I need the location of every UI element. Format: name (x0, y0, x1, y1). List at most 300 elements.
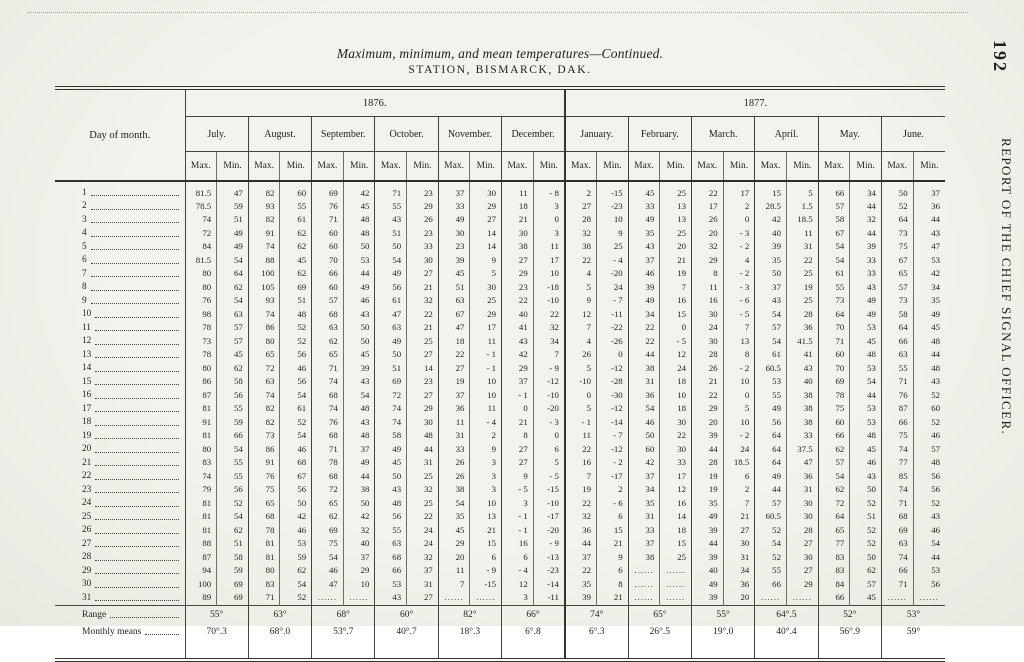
temp-cell: 57 (818, 456, 850, 470)
temp-cell: 33 (407, 240, 439, 254)
temp-cell: 79 (185, 483, 217, 497)
temp-cell: - 9 (533, 537, 565, 551)
temp-cell: 38 (786, 389, 818, 403)
temp-cell: 55 (217, 470, 249, 484)
day-label: 5 (55, 240, 185, 254)
temp-cell: 39 (692, 429, 724, 443)
day-label: 10 (55, 308, 185, 322)
temp-cell: 10 (470, 497, 502, 511)
temp-cell: 2 (470, 429, 502, 443)
temp-cell: 5 (565, 281, 597, 295)
temp-cell: -14 (597, 416, 629, 430)
subheader-min: Min. (913, 152, 945, 182)
temp-cell: 10 (723, 375, 755, 389)
temp-cell: 13 (660, 200, 692, 214)
temp-cell: 67 (818, 227, 850, 241)
temp-cell: 58 (818, 213, 850, 227)
temp-cell: 37 (628, 537, 660, 551)
temp-cell: 61 (280, 402, 312, 416)
temp-cell: -13 (533, 551, 565, 565)
month-header: December. (502, 117, 565, 152)
temp-cell: 69 (217, 578, 249, 592)
temp-cell: 48 (343, 227, 375, 241)
temp-cell: 56 (280, 348, 312, 362)
temp-cell: - 6 (597, 497, 629, 511)
temp-cell: 54 (217, 294, 249, 308)
temp-cell: 31 (438, 429, 470, 443)
temp-cell: 72 (312, 483, 344, 497)
range-cell: 63° (248, 605, 311, 624)
station-subtitle: STATION, BISMARCK, DAK. (408, 64, 592, 76)
day-label: 3 (55, 213, 185, 227)
temp-cell: 43 (502, 335, 534, 349)
temp-cell: 37 (628, 254, 660, 268)
temp-cell: 21 (502, 213, 534, 227)
temp-cell: 19 (660, 267, 692, 281)
temp-cell: 25 (407, 497, 439, 511)
temp-cell: 28 (565, 213, 597, 227)
temp-cell: 30 (660, 443, 692, 457)
temp-cell: 39 (692, 524, 724, 538)
temp-cell: - 1 (502, 524, 534, 538)
temp-cell: 68 (280, 456, 312, 470)
temp-cell: 48 (280, 308, 312, 322)
temp-cell: 54 (280, 578, 312, 592)
month-header: January. (565, 117, 628, 152)
temp-cell: 43 (786, 362, 818, 376)
temp-cell: 74 (248, 389, 280, 403)
temp-cell: 11 (565, 429, 597, 443)
temp-cell: 69 (312, 524, 344, 538)
temp-cell: 53 (755, 375, 787, 389)
subheader-min: Min. (786, 152, 818, 182)
temp-cell: 51 (217, 537, 249, 551)
temp-cell: 0 (533, 213, 565, 227)
temp-cell: 31 (786, 240, 818, 254)
temp-cell: -10 (533, 294, 565, 308)
subheader-min: Min. (470, 152, 502, 182)
temp-cell: 24 (597, 281, 629, 295)
temp-cell: - 2 (723, 429, 755, 443)
year-header: 1877. (565, 88, 945, 117)
temp-cell: 38 (343, 483, 375, 497)
day-label: 9 (55, 294, 185, 308)
temp-cell: 57 (881, 281, 913, 295)
temp-cell: 37 (438, 389, 470, 403)
temp-cell: 0 (723, 389, 755, 403)
temp-cell: -17 (533, 510, 565, 524)
temp-cell: -20 (533, 524, 565, 538)
temp-cell: 54 (217, 254, 249, 268)
temp-cell: 70 (818, 321, 850, 335)
temp-cell: - 1 (502, 389, 534, 403)
temp-cell: 62 (217, 524, 249, 538)
temp-cell: 56 (280, 483, 312, 497)
temp-cell: 55 (818, 281, 850, 295)
temp-cell: 32 (850, 213, 882, 227)
temp-cell: 36 (786, 321, 818, 335)
temp-cell: 86 (248, 443, 280, 457)
temp-cell: 49 (755, 470, 787, 484)
temp-cell: 77 (818, 537, 850, 551)
temp-cell: 71 (881, 578, 913, 592)
temp-cell: 40 (692, 564, 724, 578)
table-row (55, 456, 945, 470)
month-header: November. (438, 117, 501, 152)
range-cell: 66° (502, 605, 565, 624)
temp-cell: 45 (913, 321, 945, 335)
temp-cell: 47 (375, 308, 407, 322)
temp-cell: 33 (628, 200, 660, 214)
temp-cell: 54 (312, 551, 344, 565)
temp-cell: -11 (597, 308, 629, 322)
table-row (55, 591, 945, 605)
temp-cell: 88 (248, 254, 280, 268)
temp-cell: 38 (565, 240, 597, 254)
day-label: 16 (55, 389, 185, 403)
temp-cell: 55 (280, 200, 312, 214)
temp-cell: 63 (248, 375, 280, 389)
temp-cell: - 5 (502, 483, 534, 497)
temp-cell: 87 (185, 389, 217, 403)
temp-cell: 34 (723, 564, 755, 578)
temp-cell: 100 (248, 267, 280, 281)
table-row (55, 240, 945, 254)
temp-cell: 81 (185, 510, 217, 524)
temp-cell: 43 (343, 375, 375, 389)
temp-cell: 80 (248, 564, 280, 578)
month-header: September. (312, 117, 375, 152)
temp-cell: 27 (407, 267, 439, 281)
range-cell: 55° (185, 605, 248, 624)
temp-cell: 28 (692, 456, 724, 470)
temp-cell: 29 (343, 564, 375, 578)
temp-cell: 19 (692, 483, 724, 497)
temp-cell: 57 (217, 335, 249, 349)
dotted-leader (145, 626, 178, 635)
temp-cell: 60 (913, 402, 945, 416)
temp-cell: 54 (755, 537, 787, 551)
day-label: 1 (55, 181, 185, 200)
temp-cell: 70 (818, 362, 850, 376)
temp-cell: 54 (438, 497, 470, 511)
temp-cell: 17 (470, 321, 502, 335)
temp-cell: 71 (312, 362, 344, 376)
temp-cell: 1.5 (786, 200, 818, 214)
temp-cell: 49 (375, 335, 407, 349)
temp-cell: 87 (185, 551, 217, 565)
subheader-max: Max. (881, 152, 913, 182)
temp-cell: 30 (502, 227, 534, 241)
temp-cell: 67 (438, 308, 470, 322)
temp-cell: 42 (913, 267, 945, 281)
temp-cell: 30 (692, 335, 724, 349)
temp-cell: 73 (881, 294, 913, 308)
temp-cell: 54 (755, 308, 787, 322)
temp-cell: 52 (217, 497, 249, 511)
temp-cell: 72 (375, 389, 407, 403)
temp-cell: -23 (597, 200, 629, 214)
temp-cell: 42 (755, 213, 787, 227)
temp-cell: 30 (407, 416, 439, 430)
temp-cell: 61 (375, 294, 407, 308)
temp-cell: 13 (470, 510, 502, 524)
subheader-min: Min. (343, 152, 375, 182)
temp-cell: 10 (597, 213, 629, 227)
temp-cell: 74 (881, 551, 913, 565)
temp-cell: 19 (786, 281, 818, 295)
temp-cell: 22 (502, 294, 534, 308)
temp-cell: 47 (913, 240, 945, 254)
dotted-leader (95, 552, 178, 561)
dotted-leader (95, 322, 179, 331)
temp-cell: 64 (755, 443, 787, 457)
subheader-row (55, 152, 945, 182)
temp-cell: - 7 (597, 429, 629, 443)
temp-cell: 47 (438, 321, 470, 335)
temp-cell: 71 (375, 181, 407, 200)
temp-cell: 46 (280, 443, 312, 457)
table-row (55, 564, 945, 578)
day-label: 29 (55, 564, 185, 578)
temp-cell: - 3 (723, 227, 755, 241)
temp-cell: 9 (502, 470, 534, 484)
dotted-leader (110, 609, 178, 618)
month-header: February. (628, 117, 691, 152)
temp-cell: 24 (692, 321, 724, 335)
temp-cell: 18 (660, 375, 692, 389)
temp-cell: 74 (312, 375, 344, 389)
temp-cell: 62 (312, 335, 344, 349)
temp-cell: 54 (818, 254, 850, 268)
temp-cell: 25 (470, 294, 502, 308)
temp-cell: 62 (280, 267, 312, 281)
dotted-leader (95, 538, 178, 547)
temp-cell: 54 (755, 335, 787, 349)
temp-cell: 50 (343, 497, 375, 511)
temp-cell: 11 (786, 227, 818, 241)
temp-cell: 60 (312, 227, 344, 241)
temp-cell: 33 (850, 254, 882, 268)
temp-cell: 32 (565, 227, 597, 241)
dotted-leader (91, 268, 179, 277)
table-row (55, 254, 945, 268)
temp-cell: 6 (723, 470, 755, 484)
temp-cell: 57 (755, 321, 787, 335)
temp-cell: 27 (407, 389, 439, 403)
subheader-max: Max. (375, 152, 407, 182)
temp-cell: 25 (660, 551, 692, 565)
dotted-leader (95, 565, 178, 574)
temp-cell: 62 (850, 564, 882, 578)
temp-cell: 72 (248, 362, 280, 376)
temp-cell: 11 (438, 564, 470, 578)
temp-cell: 31 (723, 551, 755, 565)
temp-cell: 29 (470, 200, 502, 214)
temp-cell: 35 (755, 254, 787, 268)
temp-cell: 21 (660, 254, 692, 268)
temp-cell: 6 (597, 564, 629, 578)
temp-cell: ...... (470, 591, 502, 605)
temperature-table (55, 86, 945, 662)
temp-cell: 39 (755, 240, 787, 254)
temp-cell: 69 (375, 375, 407, 389)
temp-cell: 58 (217, 375, 249, 389)
temp-cell: 26 (438, 470, 470, 484)
temp-cell: 34 (533, 335, 565, 349)
temp-cell: 62 (818, 483, 850, 497)
table-row (55, 524, 945, 538)
temp-cell: 60 (312, 240, 344, 254)
year-header: 1876. (185, 88, 565, 117)
temp-cell: 64 (818, 308, 850, 322)
temp-cell: 22 (565, 564, 597, 578)
temp-cell: 38 (786, 416, 818, 430)
dotted-leader (95, 444, 178, 453)
temp-cell: 7 (438, 578, 470, 592)
temp-cell: 16 (660, 497, 692, 511)
temp-cell: 64 (755, 456, 787, 470)
temp-cell: 45 (850, 443, 882, 457)
temp-cell: 34 (628, 483, 660, 497)
dotted-leader (95, 430, 178, 439)
temp-cell: 67 (280, 470, 312, 484)
temp-cell: 78 (248, 524, 280, 538)
temp-cell: 65 (312, 348, 344, 362)
temp-cell: 6 (470, 551, 502, 565)
temp-cell: 35 (692, 497, 724, 511)
temp-cell: 47 (312, 578, 344, 592)
dotted-leader (91, 214, 179, 223)
temp-cell: 15 (660, 308, 692, 322)
month-header: May. (818, 117, 881, 152)
temp-cell: 23 (502, 281, 534, 295)
temp-cell: 51 (217, 213, 249, 227)
temp-cell: 45 (343, 348, 375, 362)
temp-cell: 48 (343, 429, 375, 443)
temp-cell: 39 (343, 362, 375, 376)
temp-cell: 62 (217, 281, 249, 295)
temp-cell: ...... (343, 591, 375, 605)
temp-cell: 30 (407, 254, 439, 268)
day-label: 22 (55, 470, 185, 484)
temp-cell: 53 (850, 416, 882, 430)
temp-cell: 20 (438, 551, 470, 565)
temp-cell: 62 (280, 227, 312, 241)
temp-cell: 43 (375, 213, 407, 227)
temp-cell: 0 (502, 402, 534, 416)
temp-cell: 54 (818, 470, 850, 484)
temp-cell: 11 (533, 240, 565, 254)
temp-cell: - 5 (723, 308, 755, 322)
temp-cell: 87 (881, 402, 913, 416)
temp-cell: ...... (312, 591, 344, 605)
temp-cell: 89 (185, 591, 217, 605)
temp-cell: 2 (597, 483, 629, 497)
temp-cell: 17 (660, 470, 692, 484)
temp-cell: 53 (913, 254, 945, 268)
dotted-leader (95, 403, 178, 412)
temp-cell: 33 (438, 200, 470, 214)
table-row (55, 281, 945, 295)
temp-cell: 46 (850, 456, 882, 470)
dotted-leader (95, 484, 178, 493)
temp-cell: 37 (565, 551, 597, 565)
doc-title: Maximum, minimum, and mean temperatures—Continued. (336, 46, 664, 61)
temp-cell: 34 (913, 281, 945, 295)
temp-cell: 28 (692, 348, 724, 362)
temp-cell: 68 (248, 510, 280, 524)
temp-cell: 43 (850, 281, 882, 295)
temp-cell: 50 (628, 429, 660, 443)
subheader-min: Min. (533, 152, 565, 182)
temp-cell: - 9 (470, 564, 502, 578)
range-cell: 74° (565, 605, 628, 624)
temp-cell: 63 (881, 537, 913, 551)
temp-cell: 10 (723, 416, 755, 430)
temp-cell: 75 (312, 537, 344, 551)
temp-cell: 26 (565, 348, 597, 362)
temp-cell: 56 (913, 578, 945, 592)
temp-cell: 22 (565, 497, 597, 511)
day-label: 26 (55, 524, 185, 538)
dotted-leader (91, 187, 179, 196)
table-row (55, 335, 945, 349)
temp-cell: 27 (565, 200, 597, 214)
temp-cell: 26 (692, 362, 724, 376)
temp-cell: 48 (850, 429, 882, 443)
temp-cell: 80 (185, 267, 217, 281)
temp-cell: 53 (850, 362, 882, 376)
temp-cell: 48 (913, 456, 945, 470)
temp-cell: 69 (217, 591, 249, 605)
temp-cell: -18 (533, 281, 565, 295)
temp-cell: -15 (533, 483, 565, 497)
temp-cell: ...... (628, 564, 660, 578)
day-label: 25 (55, 510, 185, 524)
temp-cell: 42 (628, 456, 660, 470)
temp-cell: 44 (628, 348, 660, 362)
temp-cell: 45 (438, 267, 470, 281)
temp-cell: 39 (692, 551, 724, 565)
temp-cell: 74 (185, 213, 217, 227)
day-label: 19 (55, 429, 185, 443)
temp-cell: 3 (533, 200, 565, 214)
temp-cell: 105 (248, 281, 280, 295)
temp-cell: 32 (407, 294, 439, 308)
temp-cell: 49 (628, 294, 660, 308)
subheader-max: Max. (312, 152, 344, 182)
temp-cell: 32 (565, 510, 597, 524)
temp-cell: -15 (597, 181, 629, 200)
temp-cell: 11 (692, 281, 724, 295)
temp-cell: 56 (375, 281, 407, 295)
temp-cell: 42 (502, 348, 534, 362)
temp-cell: 5 (533, 456, 565, 470)
temp-cell: 25 (407, 470, 439, 484)
temp-cell: 0 (597, 348, 629, 362)
table-row (55, 416, 945, 430)
temp-cell: 81.5 (185, 181, 217, 200)
temp-cell: -28 (597, 375, 629, 389)
temp-cell: 23 (407, 375, 439, 389)
subheader-max: Max. (185, 152, 217, 182)
temp-cell: 63 (881, 348, 913, 362)
temp-cell: 25 (407, 335, 439, 349)
temp-cell: 39 (565, 591, 597, 605)
page-edge-rule (28, 12, 968, 13)
temp-cell: 3 (470, 483, 502, 497)
